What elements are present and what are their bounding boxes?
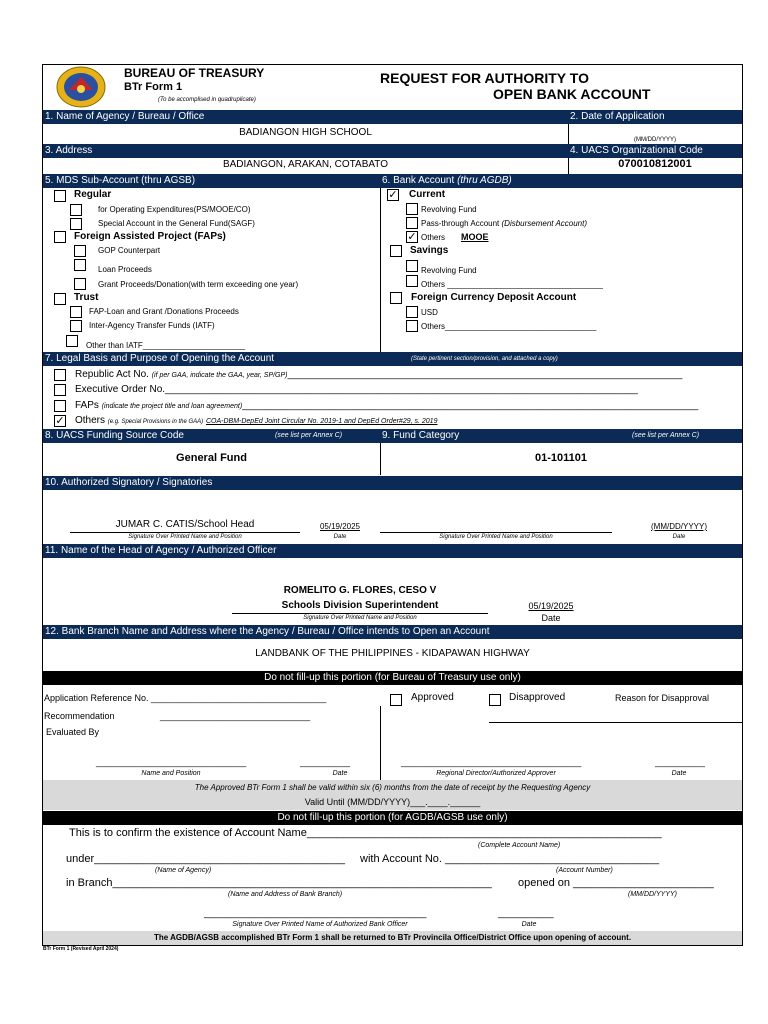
revolving-label: Revolving Fund	[421, 205, 477, 214]
loan-label: Loan Proceeds	[98, 265, 152, 274]
passthrough-label: Pass-through Account (Disbursement Account)	[421, 219, 588, 228]
s8-header: 8. UACS Funding Source Code (see list per Annex C)	[43, 429, 380, 443]
address-value[interactable]: BADIANGON, ARAKAN, COTABATO	[222, 159, 389, 170]
s9-header: 9. Fund Category (see list per Annex C)	[380, 429, 742, 443]
complete-name-caption: (Complete Account Name)	[478, 842, 561, 849]
s4-header: 4. UACS Organizational Code	[568, 144, 742, 158]
return-note: The AGDB/AGSB accomplished BTr Form 1 shall be returned to BTr Provincila Office/District Office upon opening of account.	[153, 933, 632, 942]
fcda-label: Foreign Currency Deposit Account	[411, 292, 577, 303]
quadruplicate-note: (To be accomplised in quadruplicate)	[158, 97, 256, 103]
form-title-line1: REQUEST FOR AUTHORITY TO	[380, 70, 589, 86]
date-caption-2: Date	[672, 534, 686, 540]
agdb-banner: Do not fill-up this portion (for AGDB/AGSB use only)	[43, 811, 742, 825]
uacs-org-code-value[interactable]: 070010812001	[618, 158, 692, 170]
faps-legal-label: FAPs (indicate the project title and loan agreement)__________________________________________________________________________________	[75, 400, 699, 411]
divider	[380, 188, 381, 352]
opex-checkbox[interactable]	[70, 204, 82, 216]
s3-header: 3. Address	[43, 144, 568, 158]
disapproved-checkbox[interactable]	[489, 694, 501, 706]
recommendation-line[interactable]: ______________________________	[160, 711, 311, 721]
signature-caption-2: Signature Over Printed Name and Position	[439, 534, 553, 540]
fcda-checkbox[interactable]	[390, 292, 402, 304]
savings-label: Savings	[410, 245, 449, 256]
others-value[interactable]: MOOE	[461, 232, 489, 242]
name-agency-caption: (Name of Agency)	[155, 867, 212, 874]
others-label: Others	[421, 233, 446, 242]
current-checkbox[interactable]: ✓	[388, 189, 398, 201]
form-number: BTr Form 1	[124, 81, 183, 93]
app-ref-label[interactable]: Application Reference No. ___________________________________	[44, 693, 327, 703]
date-hint-2[interactable]: (MM/DD/YYYY)	[651, 522, 707, 531]
s10-header: 10. Authorized Signatory / Signatories	[43, 476, 742, 490]
approver-line[interactable]: ____________________________________	[401, 757, 582, 767]
opened-date-caption: (MM/DD/YYYY)	[628, 891, 677, 898]
s2-header: 2. Date of Application	[568, 110, 742, 124]
others2-checkbox[interactable]	[406, 275, 418, 287]
name-position-caption: Name and Position	[141, 770, 201, 777]
fund-category-value[interactable]: 01-101101	[535, 452, 587, 464]
evaluator-date-line[interactable]: __________	[300, 757, 351, 767]
regular-label: Regular	[74, 189, 112, 200]
bank-officer-date-caption: Date	[521, 921, 537, 928]
passthrough-checkbox[interactable]	[406, 217, 418, 229]
opex-label: for Operating Expenditures(PS/MOOE/CO)	[98, 205, 251, 214]
bank-branch-value[interactable]: LANDBANK OF THE PHILIPPINES - KIDAPAWAN HIGHWAY	[255, 648, 530, 659]
valid-until-field[interactable]: Valid Until (MM/DD/YYYY)___.____.______	[304, 797, 481, 807]
evaluator-name-line[interactable]: ______________________________	[96, 757, 247, 767]
recommendation-label: Recommendation	[44, 711, 115, 721]
s11-header: 11. Name of the Head of Agency / Authorized Officer	[43, 544, 742, 558]
fap-loan-label: FAP-Loan and Grant /Donations Proceeds	[89, 307, 239, 316]
signature-caption: Signature Over Printed Name and Position	[128, 534, 242, 540]
signature-caption-3: Signature Over Printed Name and Position	[303, 615, 417, 621]
eo-label: Executive Order No._____________________________________________________________________________________	[75, 384, 638, 395]
reason-line[interactable]	[489, 722, 742, 723]
others3-checkbox[interactable]	[406, 320, 418, 332]
head-position[interactable]: Schools Division Superintendent	[281, 600, 439, 611]
approved-checkbox[interactable]	[390, 694, 402, 706]
other-iatf-label: Other than IATF_______________________	[86, 341, 246, 350]
savings-checkbox[interactable]	[390, 245, 402, 257]
account-no-field[interactable]: with Account No. ___________________________________	[360, 853, 660, 865]
ra-label: Republic Act No. (if per GAA, indicate the GAA, year, SP/GP)_______________________________________________________________________	[75, 369, 683, 380]
s5-header: 5. MDS Sub-Account (thru AGSB)	[43, 174, 380, 188]
bank-officer-signature-line[interactable]: ________________________________________	[204, 908, 427, 919]
date-caption-4: Date	[671, 770, 687, 777]
approver-date-line[interactable]: __________	[655, 757, 706, 767]
revolving-checkbox[interactable]	[406, 203, 418, 215]
current-label: Current	[409, 189, 446, 200]
approved-label: Approved	[411, 692, 454, 703]
head-date-caption: Date	[541, 613, 561, 623]
sagf-checkbox[interactable]	[70, 218, 82, 230]
revolving2-checkbox[interactable]	[406, 260, 418, 272]
divider	[380, 706, 381, 780]
iatf-label: Inter-Agency Transfer Funds (IATF)	[89, 321, 215, 330]
head-date[interactable]: 05/19/2025	[528, 601, 574, 611]
signatory-date[interactable]: 05/19/2025	[319, 522, 361, 531]
bureau-seal-icon	[55, 65, 107, 109]
sagf-label: Special Account in the General Fund(SAGF)	[98, 219, 255, 228]
form-title-line2: OPEN BANK ACCOUNT	[493, 86, 651, 102]
revision-footer: BTr Form 1 (Revised April 2024)	[43, 946, 119, 952]
funding-source-value[interactable]: General Fund	[176, 452, 247, 464]
eo-checkbox[interactable]	[54, 384, 66, 396]
date-application-hint[interactable]: (MM/DD/YYYY)	[634, 137, 676, 143]
bank-officer-date-line[interactable]: __________	[498, 908, 554, 919]
s7-header: 7. Legal Basis and Purpose of Opening the Account (State pertinent section/provision, and attached a copy)	[43, 352, 742, 366]
evaluated-label: Evaluated By	[46, 727, 100, 737]
other-iatf-checkbox[interactable]	[66, 335, 78, 347]
under-agency-field[interactable]: under_________________________________________	[66, 853, 345, 865]
head-name[interactable]: ROMELITO G. FLORES, CESO V	[283, 585, 437, 596]
iatf-checkbox[interactable]	[70, 320, 82, 332]
opened-on-field[interactable]: opened on _______________________	[518, 877, 714, 889]
branch-caption: (Name and Address of Bank Branch)	[228, 891, 343, 898]
bureau-name: BUREAU OF TREASURY	[124, 66, 265, 80]
bank-officer-caption: Signature Over Printed Name of Authorized Bank Officer	[232, 921, 408, 928]
others-checkbox[interactable]: ✓	[407, 231, 417, 243]
others2-label: Others ___________________________________	[421, 280, 603, 289]
faps-checkbox[interactable]	[54, 231, 66, 243]
date-caption-3: Date	[332, 770, 348, 777]
trust-checkbox[interactable]	[54, 293, 66, 305]
gop-checkbox[interactable]	[74, 245, 86, 257]
confirm-account-name[interactable]: This is to confirm the existence of Account Name__________________________________________________________	[69, 827, 662, 839]
regional-director-caption: Regional Director/Authorized Approver	[436, 770, 556, 777]
validity-note: The Approved BTr Form 1 shall be valid within six (6) months from the date of receipt by the Requesting Agency	[194, 783, 591, 792]
loan-checkbox[interactable]	[74, 259, 86, 271]
regular-checkbox[interactable]	[54, 190, 66, 202]
usd-checkbox[interactable]	[406, 306, 418, 318]
revolving2-label: Revolving Fund	[421, 266, 477, 275]
faps-legal-checkbox[interactable]	[54, 400, 66, 412]
faps-label: Foreign Assisted Project (FAPs)	[74, 231, 226, 242]
fap-loan-checkbox[interactable]	[70, 306, 82, 318]
reason-label: Reason for Disapproval	[615, 693, 710, 703]
usd-label: USD	[421, 308, 438, 317]
disapproved-label: Disapproved	[509, 692, 566, 703]
others3-label: Others__________________________________	[421, 322, 597, 331]
trust-label: Trust	[74, 292, 99, 303]
branch-field[interactable]: in Branch______________________________________________________________	[66, 877, 492, 889]
s6-header: 6. Bank Account (thru AGDB)	[380, 174, 742, 188]
date-caption: Date	[333, 534, 347, 540]
gop-label: GOP Counterpart	[98, 246, 161, 255]
s1-header: 1. Name of Agency / Bureau / Office	[43, 110, 568, 124]
btr-banner: Do not fill-up this portion (for Bureau of Treasury use only)	[43, 671, 742, 685]
agency-name-value[interactable]: BADIANGON HIGH SCHOOL	[239, 127, 372, 138]
others-legal-label: Others (e.g. Special Provisions in the GAA) COA-DBM-DepEd Joint Circular No. 2019-1 and DepEd Order#29, s. 2019	[75, 415, 438, 426]
signatory-name[interactable]: JUMAR C. CATIS/School Head	[115, 519, 255, 530]
grant-label: Grant Proceeds/Donation(with term exceeding one year)	[98, 280, 299, 289]
account-number-caption: (Account Number)	[556, 867, 613, 874]
ra-checkbox[interactable]	[54, 369, 66, 381]
others-legal-checkbox[interactable]: ✓	[55, 415, 65, 427]
grant-checkbox[interactable]	[74, 278, 86, 290]
s12-header: 12. Bank Branch Name and Address where the Agency / Bureau / Office intends to Open an Account	[43, 625, 742, 639]
